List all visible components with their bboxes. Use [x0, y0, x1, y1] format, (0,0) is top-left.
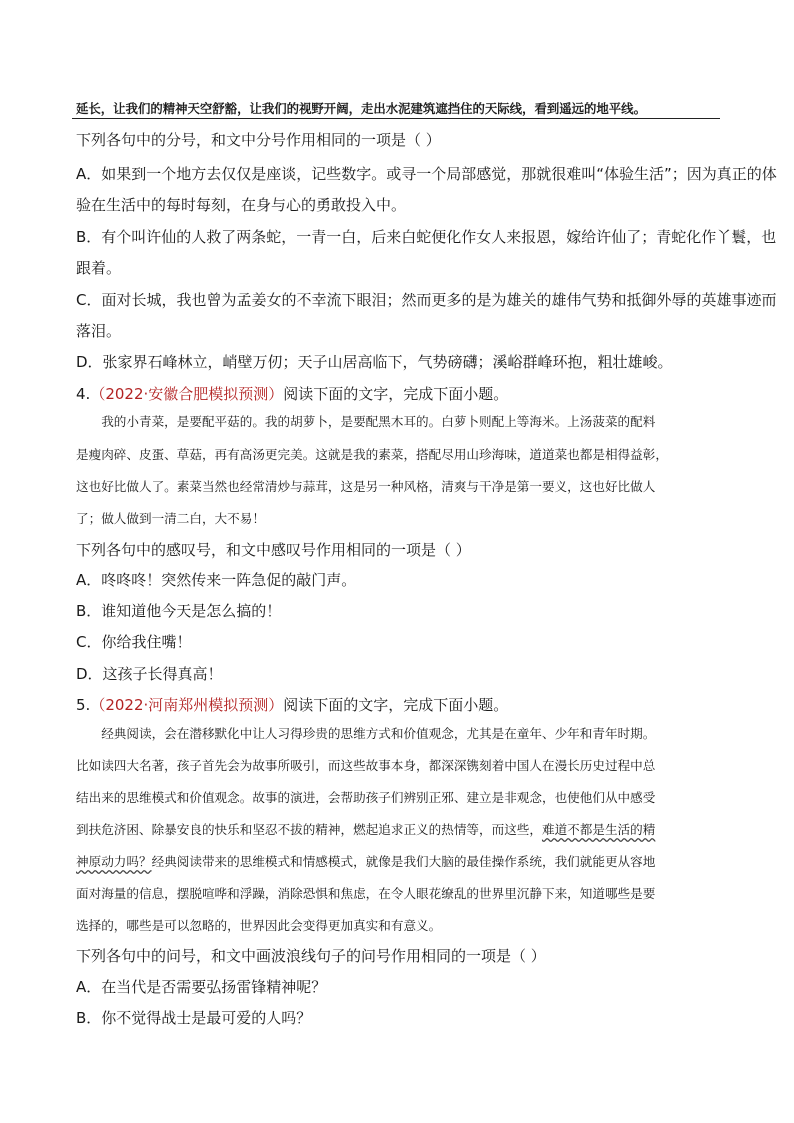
question-prompt: 下列各句中的问号，和文中画波浪线句子的问号作用相同的一项是（ ） — [76, 947, 546, 965]
passage-line: 面对海量的信息，摆脱喧哗和浮躁，消除恐惧和焦虑，在令人眼花缭乱的世界里沉静下来，知道哪些是要 — [76, 886, 656, 901]
passage-tail: 延长，让我们的精神天空舒豁，让我们的视野开阔，走出水泥建筑遮挡住的天际线，看到遥远的地平线。 — [76, 101, 646, 116]
question-number: 4. — [76, 385, 91, 403]
option-b: B．你不觉得战士是最可爱的人吗？ — [76, 1009, 312, 1027]
option-a: A．在当代是否需要弘扬雷锋精神呢？ — [76, 978, 327, 996]
passage-line: 了；做人做到一清二白，大不易！ — [76, 511, 265, 526]
question-prompt: 下列各句中的感叹号，和文中感叹号作用相同的一项是（ ） — [76, 541, 471, 559]
question-intro: 阅读下面的文字，完成下面小题。 — [283, 385, 509, 403]
passage-line: 经典阅读，会在潜移默化中让人习得珍贵的思维方式和价值观念，尤其是在童年、少年和青年时期。 — [76, 726, 656, 741]
option-c: C．面对长城，我也曾为孟姜女的不幸流下眼泪；然而更多的是为雄关的雄伟气势和抵御外辱的英雄事迹而 — [76, 291, 777, 309]
passage-line: 选择的，哪些是可以忽略的，世界因此会变得更加真实和有意义。 — [76, 918, 442, 933]
wavy-underlined-text: 难道不都是生活的精 — [541, 822, 656, 837]
option-b-cont: 跟着。 — [76, 259, 122, 277]
passage-line: 结出来的思维模式和价值观念。故事的演进，会帮助孩子们辨别正邪、建立是非观念，也使他们从中感受 — [76, 790, 656, 805]
option-b: B．谁知道他今天是怎么搞的！ — [76, 602, 282, 620]
question-5-header — [76, 695, 508, 715]
option-c-cont: 落泪。 — [76, 322, 122, 340]
underline-rule — [72, 118, 720, 119]
option-b: B．有个叫许仙的人救了两条蛇，一青一白，后来白蛇便化作女人来报恩，嫁给许仙了；青蛇化作丫鬟，也 — [76, 228, 777, 246]
option-a: A．如果到一个地方去仅仅是座谈，记些数字。或寻一个局部感觉，那就很难叫“体验生活”；因为真正的体 — [76, 165, 777, 183]
question-source: （2022·河南郑州模拟预测） — [90, 696, 284, 714]
question-4-header — [76, 384, 508, 404]
wavy-underlined-text: 神原动力吗？ — [76, 854, 152, 869]
passage-line: 到扶危济困、除暴安良的快乐和坚忍不拔的精神，燃起追求正义的热情等，而这些，难道不都是生活的精 — [76, 822, 656, 837]
passage-line: 是瘦肉碎、皮蛋、草菇，再有高汤更完美。这就是我的素菜，搭配尽用山珍海味，道道菜也都是相得益彰， — [76, 447, 668, 462]
passage-line: 这也好比做人了。素菜当然也经常清炒与蒜茸，这是另一种风格，清爽与干净是第一要义，这也好比做人 — [76, 479, 656, 494]
passage-line: 神原动力吗？经典阅读带来的思维模式和情感模式，就像是我们大脑的最佳操作系统，我们就能更从容地 — [76, 854, 656, 869]
option-a-cont: 验在生活中的每时每刻，在身与心的勇敢投入中。 — [76, 196, 407, 214]
option-d: D．张家界石峰林立，峭壁万仞；天子山居高临下，气势磅礴；溪峪群峰环抱，粗壮雄峻。 — [76, 353, 673, 371]
option-d: D．这孩子长得真高！ — [76, 665, 223, 683]
option-a: A．咚咚咚！突然传来一阵急促的敲门声。 — [76, 571, 357, 589]
passage-line: 比如读四大名著，孩子首先会为故事所吸引，而这些故事本身，都深深镌刻着中国人在漫长历史过程中总 — [76, 758, 656, 773]
passage-line: 我的小青菜，是要配平菇的。我的胡萝卜，是要配黑木耳的。白萝卜则配上等海米。上汤菠菜的配料 — [76, 414, 656, 429]
option-c: C．你给我住嘴！ — [76, 633, 192, 651]
question-prompt: 下列各句中的分号，和文中分号作用相同的一项是（ ） — [76, 131, 441, 149]
question-intro: 阅读下面的文字，完成下面小题。 — [283, 696, 509, 714]
question-source: （2022·安徽合肥模拟预测） — [90, 385, 284, 403]
question-number: 5. — [76, 696, 91, 714]
